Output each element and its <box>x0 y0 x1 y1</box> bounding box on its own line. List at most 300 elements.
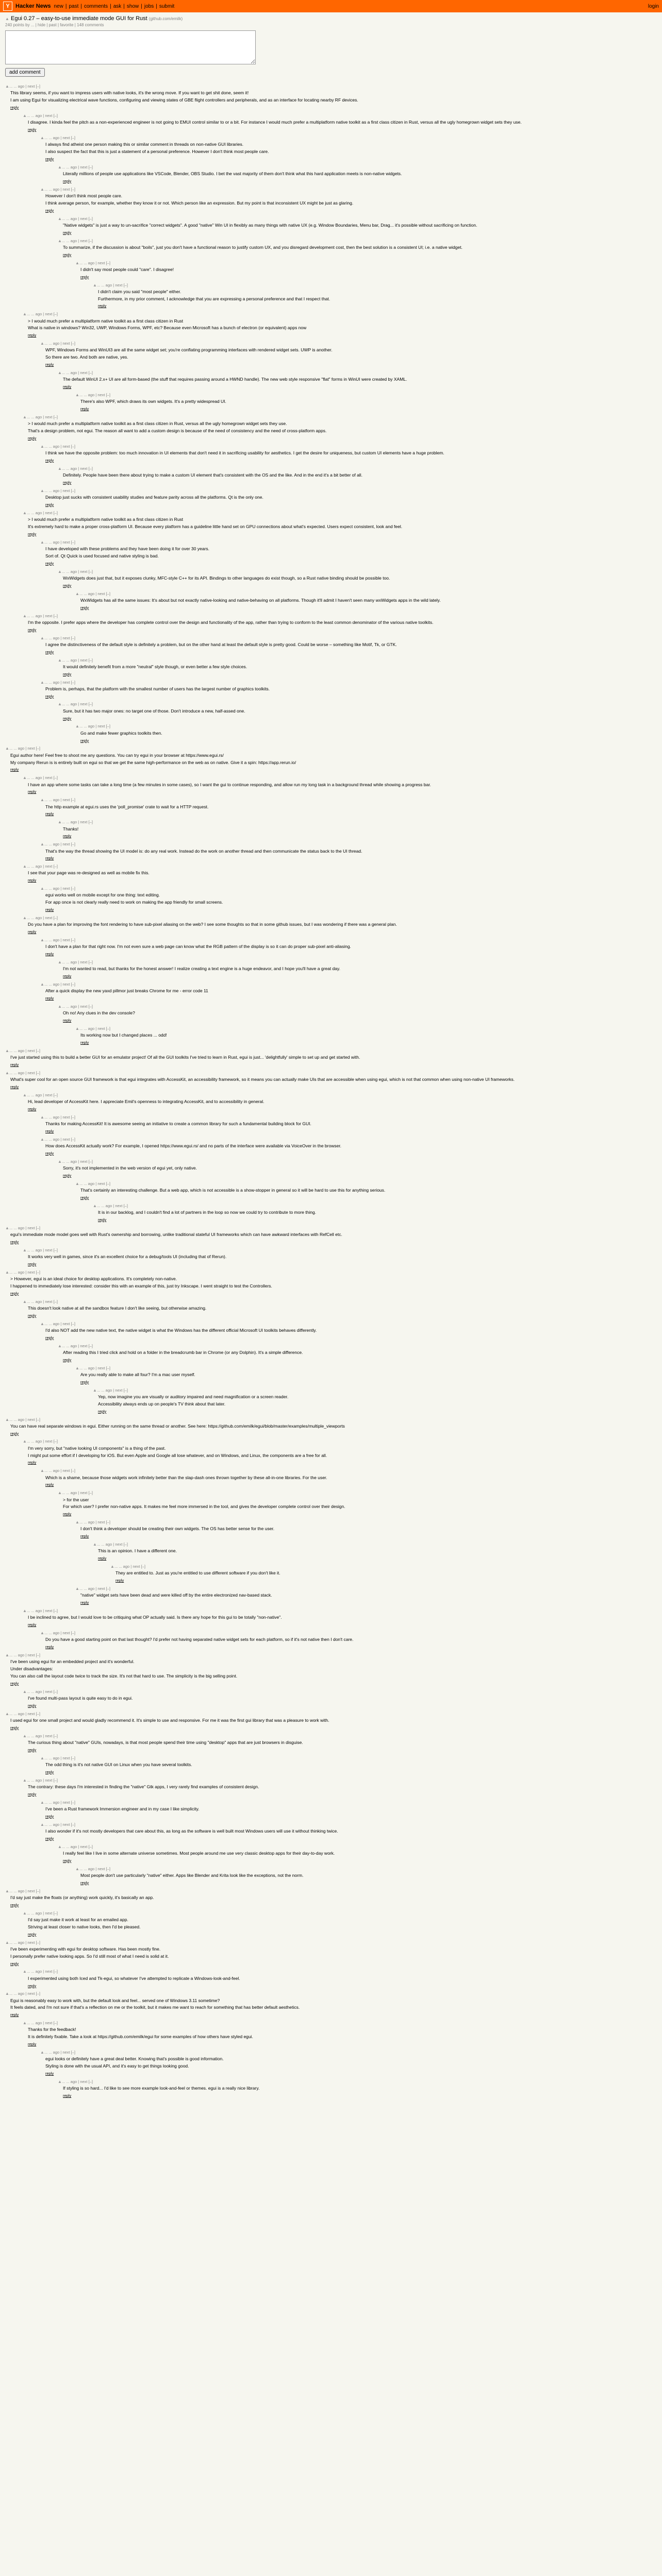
upvote-icon[interactable]: ▲ <box>75 1586 79 1591</box>
comment-user[interactable]: ... <box>62 657 65 663</box>
upvote-icon[interactable]: ▲ <box>40 1631 44 1636</box>
comment-age[interactable]: ... ago <box>100 282 112 287</box>
comment-nav[interactable]: | next [–] <box>24 1711 40 1716</box>
comment-user[interactable]: ... <box>44 1822 48 1827</box>
reply-link[interactable]: reply <box>28 1983 37 1988</box>
comment-user[interactable]: ... <box>62 1343 65 1348</box>
comment-user[interactable]: ... <box>62 1844 65 1849</box>
upvote-icon[interactable]: ▲ <box>40 2050 44 2055</box>
comment-age[interactable]: ... ago <box>82 1181 95 1186</box>
upvote-icon[interactable]: ▲ <box>23 2021 27 2026</box>
comment-nav[interactable]: | next [–] <box>42 1299 58 1304</box>
comment-age[interactable]: ... ago <box>82 1365 95 1370</box>
comment-user[interactable]: ... <box>27 1299 30 1304</box>
comment-user[interactable]: ... <box>97 1542 101 1547</box>
comment-user[interactable]: ... <box>79 1181 83 1186</box>
reply-link[interactable]: reply <box>63 1018 72 1023</box>
comment-user[interactable]: ... <box>44 1137 48 1142</box>
comment-nav[interactable]: | next [–] <box>42 1439 58 1444</box>
upvote-icon[interactable]: ▲ <box>93 1203 97 1208</box>
upvote-icon[interactable]: ▲ <box>23 1299 27 1304</box>
upvote-icon[interactable]: ▲ <box>40 938 44 943</box>
comment-age[interactable]: ... ago <box>30 1733 42 1738</box>
upvote-icon[interactable]: ▲ <box>40 1114 44 1120</box>
comment-nav[interactable]: | next [–] <box>59 842 75 847</box>
upvote-icon[interactable]: ▲ <box>40 1800 44 1805</box>
comment-nav[interactable]: | next [–] <box>59 635 75 640</box>
comment-nav[interactable]: | next [–] <box>42 864 58 869</box>
comment-user[interactable]: ... <box>27 1608 30 1614</box>
reply-link[interactable]: reply <box>28 1261 37 1266</box>
reply-link[interactable]: reply <box>115 1578 124 1583</box>
comment-nav[interactable]: | next [–] <box>24 1888 40 1893</box>
reply-link[interactable]: reply <box>10 1062 19 1067</box>
upvote-icon[interactable]: ▲ <box>40 982 44 987</box>
reply-link[interactable]: reply <box>80 605 89 610</box>
comment-nav[interactable]: | next [–] <box>59 1321 75 1326</box>
comment-user[interactable]: ... <box>9 1888 13 1893</box>
comment-age[interactable]: ... ago <box>47 135 60 140</box>
reply-link[interactable]: reply <box>10 105 19 110</box>
comment-user[interactable]: ... <box>44 886 48 891</box>
comment-user[interactable]: ... <box>27 2021 30 2026</box>
comment-user[interactable]: ... <box>97 1203 101 1208</box>
comment-nav[interactable]: | next [–] <box>59 1468 75 1473</box>
comment-user[interactable]: ... <box>27 775 30 781</box>
comment-age[interactable]: ... ago <box>82 591 95 596</box>
comment-nav[interactable]: | next [–] <box>42 1910 58 1916</box>
comment-age[interactable]: ... ago <box>100 1542 112 1547</box>
comment-age[interactable]: ... ago <box>100 1203 112 1208</box>
comment-user[interactable]: ... <box>79 1520 83 1525</box>
upvote-icon[interactable]: ▲ <box>75 1365 79 1370</box>
site-title[interactable]: Hacker News <box>15 3 51 9</box>
upvote-icon[interactable]: ▲ <box>40 488 44 493</box>
comment-age[interactable]: ... ago <box>47 1321 60 1326</box>
reply-link[interactable]: reply <box>63 716 72 721</box>
reply-link[interactable]: reply <box>45 156 54 161</box>
comment-nav[interactable]: | next [–] <box>129 1564 145 1569</box>
upvote-icon[interactable]: ▲ <box>23 1092 27 1097</box>
upvote-icon[interactable]: ▲ <box>23 775 27 781</box>
comment-age[interactable]: ... ago <box>12 1991 25 1996</box>
upvote-icon[interactable]: ▲ <box>23 1910 27 1916</box>
comment-age[interactable]: ... ago <box>47 886 60 891</box>
upvote-icon[interactable]: ▲ <box>5 1048 9 1053</box>
upvote-icon[interactable]: ▲ <box>40 798 44 803</box>
comment-nav[interactable]: | next [–] <box>42 1777 58 1783</box>
comment-age[interactable]: ... ago <box>118 1564 130 1569</box>
comment-nav[interactable]: | next [–] <box>42 775 58 781</box>
comment-nav[interactable]: | next [–] <box>42 1689 58 1694</box>
comment-nav[interactable]: | next [–] <box>59 1137 75 1142</box>
reply-link[interactable]: reply <box>45 1151 54 1156</box>
nav-jobs[interactable]: jobs <box>144 3 154 9</box>
upvote-icon[interactable]: ▲ <box>75 1181 79 1186</box>
comment-age[interactable]: ... ago <box>65 238 77 243</box>
reply-link[interactable]: reply <box>45 1335 54 1340</box>
comment-age[interactable]: ... ago <box>65 164 77 170</box>
comment-user[interactable]: ... <box>44 680 48 685</box>
comment-user[interactable]: ... <box>44 2050 48 2055</box>
reply-link[interactable]: reply <box>45 1836 54 1841</box>
comment-nav[interactable]: | next [–] <box>59 2050 75 2055</box>
reply-link[interactable]: reply <box>28 1931 37 1937</box>
comment-age[interactable]: ... ago <box>12 1888 25 1893</box>
upvote-icon[interactable]: ▲ <box>75 1520 79 1525</box>
comment-age[interactable]: ... ago <box>30 1299 42 1304</box>
upvote-icon[interactable]: ▲ <box>5 1225 9 1230</box>
upvote-icon[interactable]: ▲ <box>23 1439 27 1444</box>
comment-age[interactable]: ... ago <box>65 702 77 707</box>
upvote-icon[interactable]: ▲ <box>5 1417 9 1422</box>
comment-nav[interactable]: | next [–] <box>59 488 75 493</box>
reply-link[interactable]: reply <box>10 1725 19 1730</box>
comment-user[interactable]: ... <box>27 613 30 618</box>
reply-link[interactable]: reply <box>45 693 54 699</box>
comment-nav[interactable]: | next [–] <box>94 1586 110 1591</box>
upvote-icon[interactable]: ▲ <box>58 1004 62 1009</box>
reply-link[interactable]: reply <box>80 1880 89 1885</box>
comment-user[interactable]: ... <box>27 1439 30 1444</box>
reply-link[interactable]: reply <box>80 1195 89 1200</box>
comment-nav[interactable]: | next [–] <box>24 1269 40 1275</box>
comment-nav[interactable]: | next [–] <box>94 1026 110 1031</box>
comment-age[interactable]: ... ago <box>65 1004 77 1009</box>
comment-nav[interactable]: | next [–] <box>59 798 75 803</box>
upvote-icon[interactable]: ▲ <box>58 960 62 965</box>
comment-user[interactable]: ... <box>79 591 83 596</box>
reply-link[interactable]: reply <box>63 583 72 588</box>
upvote-icon[interactable]: ▲ <box>40 187 44 192</box>
comment-nav[interactable]: | next [–] <box>24 1225 40 1230</box>
reply-link[interactable]: reply <box>45 856 54 861</box>
comment-age[interactable]: ... ago <box>47 539 60 545</box>
comment-age[interactable]: ... ago <box>12 1048 25 1053</box>
comment-age[interactable]: ... ago <box>12 1711 25 1716</box>
reply-link[interactable]: reply <box>98 1556 107 1561</box>
comment-nav[interactable]: | next [–] <box>77 1004 93 1009</box>
reply-link[interactable]: reply <box>63 2093 72 2098</box>
comment-age[interactable]: ... ago <box>65 569 77 574</box>
reply-link[interactable]: reply <box>28 1747 37 1752</box>
reply-link[interactable]: reply <box>28 1107 37 1112</box>
comment-age[interactable]: ... ago <box>65 1844 77 1849</box>
upvote-icon[interactable]: ▲ <box>23 1247 27 1252</box>
comment-nav[interactable]: | next [–] <box>42 510 58 515</box>
comment-age[interactable]: ... ago <box>47 982 60 987</box>
comment-user[interactable]: ... <box>62 1159 65 1164</box>
reply-link[interactable]: reply <box>45 1482 54 1487</box>
nav-ask[interactable]: ask <box>113 3 122 9</box>
upvote-icon[interactable]: ▲ <box>75 591 79 596</box>
comment-user[interactable]: ... <box>27 1969 30 1974</box>
reply-link[interactable]: reply <box>63 1357 72 1362</box>
comment-nav[interactable]: | next [–] <box>94 591 110 596</box>
comment-user[interactable]: ... <box>27 916 30 921</box>
comment-user[interactable]: ... <box>44 635 48 640</box>
reply-link[interactable]: reply <box>98 1409 107 1414</box>
comment-nav[interactable]: | next [–] <box>59 1631 75 1636</box>
comment-age[interactable]: ... ago <box>30 415 42 420</box>
comment-age[interactable]: ... ago <box>82 1866 95 1871</box>
comment-nav[interactable]: | next [–] <box>42 1733 58 1738</box>
upvote-icon[interactable]: ▲ <box>58 1343 62 1348</box>
comment-age[interactable]: ... ago <box>30 1777 42 1783</box>
upvote-icon[interactable]: ▲ <box>58 216 62 221</box>
comment-user[interactable]: ... <box>62 569 65 574</box>
comment-age[interactable]: ... ago <box>12 1417 25 1422</box>
reply-link[interactable]: reply <box>28 2042 37 2047</box>
reply-link[interactable]: reply <box>28 878 37 883</box>
reply-link[interactable]: reply <box>45 1645 54 1650</box>
reply-link[interactable]: reply <box>28 1460 37 1465</box>
comment-user[interactable]: ... <box>27 312 30 317</box>
comment-user[interactable]: ... <box>9 1711 13 1716</box>
comment-age[interactable]: ... ago <box>65 2079 77 2084</box>
reply-link[interactable]: reply <box>28 1703 37 1708</box>
comment-user[interactable]: ... <box>9 746 13 751</box>
reply-link[interactable]: reply <box>10 1961 19 1966</box>
comment-user[interactable]: ... <box>62 702 65 707</box>
comment-nav[interactable]: | next [–] <box>77 216 93 221</box>
comment-user[interactable]: ... <box>27 1777 30 1783</box>
comment-user[interactable]: ... <box>62 466 65 471</box>
reply-link[interactable]: reply <box>45 649 54 654</box>
comment-user[interactable]: ... <box>97 282 101 287</box>
reply-link[interactable]: reply <box>28 436 37 441</box>
comment-age[interactable]: ... ago <box>30 510 42 515</box>
comment-age[interactable]: ... ago <box>47 798 60 803</box>
upvote-icon[interactable]: ▲ <box>40 1755 44 1760</box>
reply-link[interactable]: reply <box>63 1858 72 1863</box>
add-comment-button[interactable]: add comment <box>5 68 45 77</box>
reply-link[interactable]: reply <box>63 480 72 485</box>
comment-age[interactable]: ... ago <box>30 1439 42 1444</box>
comment-nav[interactable]: | next [–] <box>24 1048 40 1053</box>
comment-age[interactable]: ... ago <box>82 1586 95 1591</box>
upvote-icon[interactable]: ▲ <box>40 341 44 346</box>
comment-user[interactable]: ... <box>79 1026 83 1031</box>
comment-user[interactable]: ... <box>27 113 30 118</box>
reply-link[interactable]: reply <box>28 929 37 935</box>
reply-link[interactable]: reply <box>45 561 54 566</box>
comment-user[interactable]: ... <box>27 1689 30 1694</box>
comment-nav[interactable]: | next [–] <box>77 569 93 574</box>
reply-link[interactable]: reply <box>28 531 37 536</box>
comment-age[interactable]: ... ago <box>47 1800 60 1805</box>
comment-age[interactable]: ... ago <box>30 916 42 921</box>
reply-link[interactable]: reply <box>63 834 72 839</box>
comment-nav[interactable]: | next [–] <box>94 393 110 398</box>
nav-show[interactable]: show <box>126 3 139 9</box>
comment-nav[interactable]: | next [–] <box>59 1114 75 1120</box>
comment-nav[interactable]: | next [–] <box>24 1653 40 1658</box>
comment-nav[interactable]: | next [–] <box>59 1800 75 1805</box>
comment-nav[interactable]: | next [–] <box>77 1343 93 1348</box>
comment-user[interactable]: ... <box>44 135 48 140</box>
comment-user[interactable]: ... <box>44 938 48 943</box>
reply-link[interactable]: reply <box>45 1129 54 1134</box>
comment-user[interactable]: ... <box>62 238 65 243</box>
comment-age[interactable]: ... ago <box>65 370 77 376</box>
upvote-icon[interactable]: ▲ <box>40 680 44 685</box>
upvote-icon[interactable]: ▲ <box>40 1468 44 1473</box>
comment-age[interactable]: ... ago <box>82 393 95 398</box>
upvote-icon[interactable]: ▲ <box>58 1490 62 1496</box>
comment-nav[interactable]: | next [–] <box>77 1490 93 1496</box>
comment-user[interactable]: ... <box>79 393 83 398</box>
comment-age[interactable]: ... ago <box>65 657 77 663</box>
reply-link[interactable]: reply <box>80 1040 89 1045</box>
upvote-icon[interactable]: ▲ <box>75 1866 79 1871</box>
comment-age[interactable]: ... ago <box>65 960 77 965</box>
nav-comments[interactable]: comments <box>84 3 108 9</box>
upvote-icon[interactable]: ▲ <box>58 370 62 376</box>
comment-nav[interactable]: | next [–] <box>77 1159 93 1164</box>
reply-link[interactable]: reply <box>28 789 37 794</box>
comment-age[interactable]: ... ago <box>47 938 60 943</box>
reply-link[interactable]: reply <box>63 974 72 979</box>
comment-nav[interactable]: | next [–] <box>94 1365 110 1370</box>
upvote-icon[interactable]: ▲ <box>58 466 62 471</box>
upvote-icon[interactable]: ▲ <box>40 842 44 847</box>
upvote-icon[interactable]: ▲ <box>5 1888 9 1893</box>
comment-age[interactable]: ... ago <box>30 2021 42 2026</box>
comment-age[interactable]: ... ago <box>30 1092 42 1097</box>
comment-age[interactable]: ... ago <box>65 820 77 825</box>
upvote-icon[interactable]: ▲ <box>75 1026 79 1031</box>
comment-nav[interactable]: | next [–] <box>112 1387 128 1393</box>
comment-age[interactable]: ... ago <box>47 1631 60 1636</box>
comment-user[interactable]: ... <box>9 1048 13 1053</box>
comment-age[interactable]: ... ago <box>47 1114 60 1120</box>
reply-link[interactable]: reply <box>28 127 37 132</box>
reply-link[interactable]: reply <box>45 362 54 367</box>
comment-user[interactable]: ... <box>62 164 65 170</box>
comment-age[interactable]: ... ago <box>47 444 60 449</box>
comment-age[interactable]: ... ago <box>30 312 42 317</box>
comment-user[interactable]: ... <box>44 842 48 847</box>
comment-nav[interactable]: | next [–] <box>59 938 75 943</box>
upvote-icon[interactable]: ▲ <box>40 1137 44 1142</box>
comment-user[interactable]: ... <box>44 1321 48 1326</box>
comment-nav[interactable]: | next [–] <box>59 444 75 449</box>
comment-user[interactable]: ... <box>62 370 65 376</box>
upvote-icon[interactable]: ▲ <box>93 282 97 287</box>
comment-user[interactable]: ... <box>9 1070 13 1075</box>
upvote-icon[interactable]: ▲ <box>23 916 27 921</box>
comment-nav[interactable]: | next [–] <box>24 1991 40 1996</box>
comment-user[interactable]: ... <box>44 798 48 803</box>
hn-logo-icon[interactable]: Y <box>3 2 12 11</box>
comment-user[interactable]: ... <box>27 510 30 515</box>
comment-nav[interactable]: | next [–] <box>77 820 93 825</box>
upvote-icon[interactable]: ▲ <box>58 2079 62 2084</box>
comment-age[interactable]: ... ago <box>100 1387 112 1393</box>
comment-nav[interactable]: | next [–] <box>42 613 58 618</box>
upvote-icon[interactable]: ▲ <box>58 569 62 574</box>
comment-user[interactable]: ... <box>9 1653 13 1658</box>
upvote-icon[interactable]: ▲ <box>58 164 62 170</box>
comment-user[interactable]: ... <box>44 1631 48 1636</box>
reply-link[interactable]: reply <box>10 1084 19 1090</box>
comment-user[interactable]: ... <box>79 1586 83 1591</box>
comment-age[interactable]: ... ago <box>82 1026 95 1031</box>
upvote-icon[interactable]: ▲ <box>58 1844 62 1849</box>
comment-age[interactable]: ... ago <box>65 1159 77 1164</box>
comment-age[interactable]: ... ago <box>12 1269 25 1275</box>
comment-age[interactable]: ... ago <box>47 187 60 192</box>
comment-user[interactable]: ... <box>27 1247 30 1252</box>
reply-link[interactable]: reply <box>80 1379 89 1384</box>
comment-nav[interactable]: | next [–] <box>24 84 40 89</box>
comment-nav[interactable]: | next [–] <box>77 466 93 471</box>
login-link[interactable]: login <box>648 3 659 9</box>
upvote-icon[interactable]: ▲ <box>58 238 62 243</box>
reply-link[interactable]: reply <box>63 671 72 676</box>
reply-link[interactable]: reply <box>28 1791 37 1797</box>
upvote-icon[interactable]: ▲ <box>58 702 62 707</box>
comment-nav[interactable]: | next [–] <box>77 960 93 965</box>
comment-age[interactable]: ... ago <box>47 1468 60 1473</box>
upvote-icon[interactable]: ▲ <box>5 1269 9 1275</box>
upvote-icon[interactable]: ▲ <box>5 1070 9 1075</box>
comment-user[interactable]: ... <box>44 1114 48 1120</box>
comment-age[interactable]: ... ago <box>12 84 25 89</box>
comment-age[interactable]: ... ago <box>47 635 60 640</box>
reply-link[interactable]: reply <box>10 1431 19 1436</box>
comment-age[interactable]: ... ago <box>30 1247 42 1252</box>
comment-user[interactable]: ... <box>79 1866 83 1871</box>
comment-nav[interactable]: | next [–] <box>94 1866 110 1871</box>
upvote-icon[interactable]: ▲ <box>5 1653 9 1658</box>
upvote-icon[interactable]: ▲ <box>5 1991 9 1996</box>
upvote-icon[interactable]: ▲ <box>40 1321 44 1326</box>
comment-age[interactable]: ... ago <box>30 1969 42 1974</box>
comment-user[interactable]: ... <box>27 1733 30 1738</box>
reply-link[interactable]: reply <box>98 303 107 309</box>
comment-nav[interactable]: | next [–] <box>42 1247 58 1252</box>
comment-age[interactable]: ... ago <box>65 1490 77 1496</box>
comment-user[interactable]: ... <box>27 1092 30 1097</box>
comment-nav[interactable]: | next [–] <box>42 113 58 118</box>
comment-nav[interactable]: | next [–] <box>42 2021 58 2026</box>
reply-link[interactable]: reply <box>45 811 54 817</box>
comment-age[interactable]: ... ago <box>12 746 25 751</box>
comment-user[interactable]: ... <box>44 982 48 987</box>
reply-link[interactable]: reply <box>63 1173 72 1178</box>
reply-link[interactable]: reply <box>10 767 19 772</box>
comment-age[interactable]: ... ago <box>30 613 42 618</box>
upvote-icon[interactable]: ▲ <box>58 1159 62 1164</box>
reply-link[interactable]: reply <box>63 384 72 389</box>
upvote-icon[interactable]: ▲ <box>40 1822 44 1827</box>
reply-link[interactable]: reply <box>63 178 72 183</box>
reply-link[interactable]: reply <box>98 1217 107 1222</box>
comment-age[interactable]: ... ago <box>30 113 42 118</box>
comment-age[interactable]: ... ago <box>82 260 95 265</box>
story-title[interactable]: Egui 0.27 – easy-to-use immediate mode GUI for Rust <box>10 15 147 22</box>
comment-user[interactable]: ... <box>44 341 48 346</box>
comment-nav[interactable]: | next [–] <box>77 702 93 707</box>
comment-user[interactable]: ... <box>44 187 48 192</box>
upvote-icon[interactable]: ▲ <box>110 1564 114 1569</box>
comment-nav[interactable]: | next [–] <box>24 746 40 751</box>
comment-age[interactable]: ... ago <box>47 1137 60 1142</box>
comment-age[interactable]: ... ago <box>65 466 77 471</box>
comment-nav[interactable]: | next [–] <box>112 1203 128 1208</box>
